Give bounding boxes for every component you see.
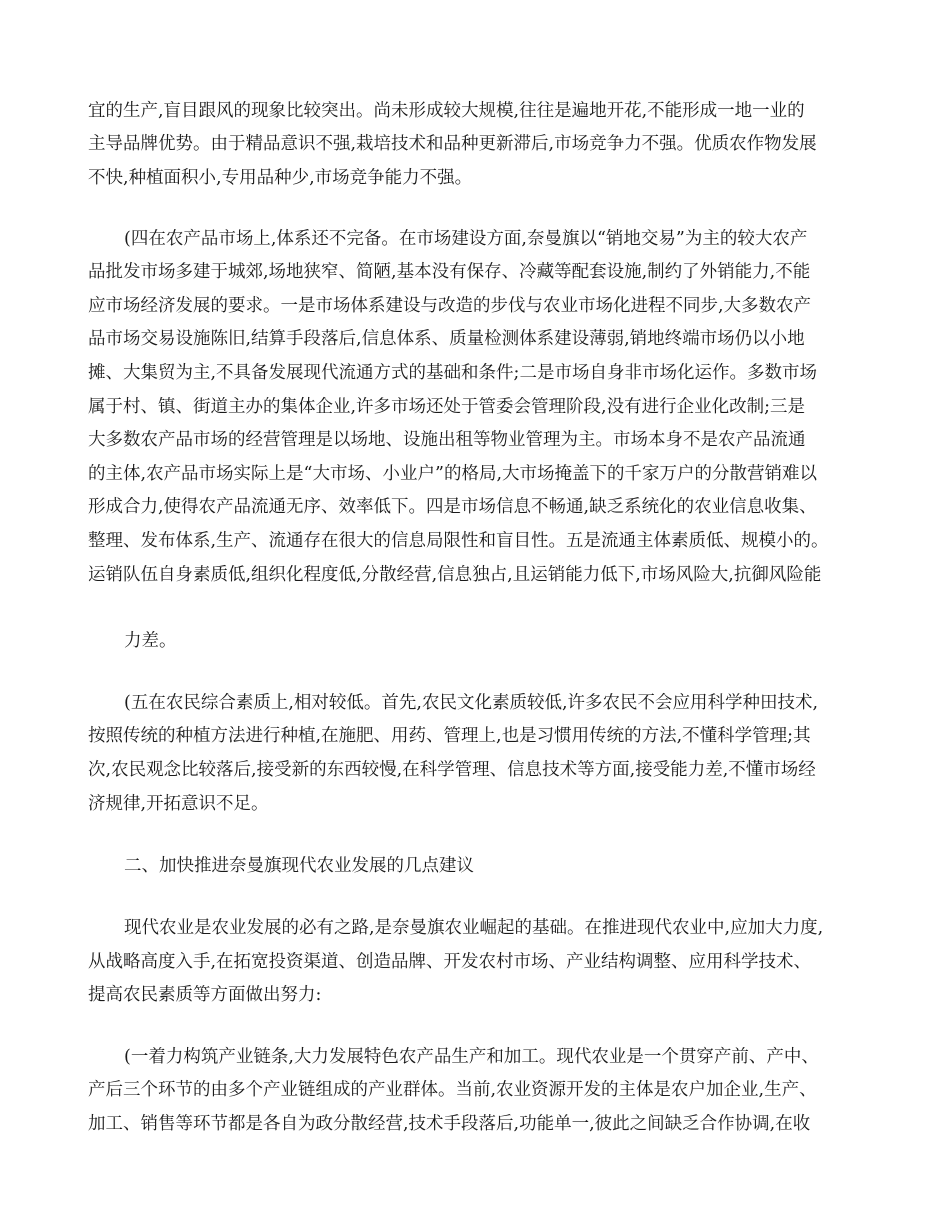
text-line: 按照传统的种植方法进行种植,在施肥、用药、管理上,也是习惯用传统的方法,不懂科学管理;其 bbox=[88, 726, 811, 746]
text-line: 品市场交易设施陈旧,结算手段落后,信息体系、质量检测体系建设薄弱,销地终端市场仍以小地 bbox=[88, 329, 805, 349]
text-line: 的主体,农产品市场实际上是“大市场、小业户”的格局,大市场掩盖下的千家万户的分散营销难以 bbox=[88, 464, 818, 484]
text-line: (五在农民综合素质上,相对较低。首先,农民文化素质较低,许多农民不会应用科学种田技术, bbox=[124, 693, 819, 713]
text-line: 济规律,开拓意识不足。 bbox=[88, 794, 269, 814]
text-line: 整理、发布体系,生产、流通存在很大的信息局限性和盲目性。五是流通主体素质低、规模小的。 bbox=[88, 531, 829, 551]
text-line: 现代农业是农业发展的必有之路,是奈曼旗农业崛起的基础。在推进现代农业中,应加大力度, bbox=[124, 918, 824, 938]
text-line: 摊、大集贸为主,不具备发展现代流通方式的基础和条件;二是市场自身非市场化运作。多数市场 bbox=[88, 363, 817, 383]
text-line: 从战略高度入手,在拓宽投资渠道、创造品牌、开发农村市场、产业结构调整、应用科学技术、 bbox=[88, 952, 812, 972]
text-line: 品批发市场多建于城郊,场地狭窄、简陋,基本没有保存、冷藏等配套设施,制约了外销能力,不能 bbox=[88, 262, 811, 282]
text-line: (四在农产品市场上,体系还不完备。在市场建设方面,奈曼旗以“销地交易”为主的较大农产 bbox=[124, 229, 808, 249]
text-line: 应市场经济发展的要求。一是市场体系建设与改造的步伐与农业市场化进程不同步,大多数农产 bbox=[88, 296, 812, 316]
text-line: 次,农民观念比较落后,接受新的东西较慢,在科学管理、信息技术等方面,接受能力差,不懂市场经 bbox=[88, 760, 816, 780]
text-line: 属于村、镇、街道主办的集体企业,许多市场还处于管委会管理阶段,没有进行企业化改制;三是 bbox=[88, 397, 806, 417]
text-line: 大多数农产品市场的经营管理是以场地、设施出租等物业管理为主。市场本身不是农产品流通 bbox=[88, 430, 806, 450]
text-line: 加工、销售等环节都是各自为政分散经营,技术手段落后,功能单一,彼此之间缺乏合作协调,在收 bbox=[88, 1114, 811, 1134]
text-line: 产后三个环节的由多个产业链组成的产业群体。当前,农业资源开发的主体是农户加企业,生产、 bbox=[88, 1080, 817, 1100]
text-line: 形成合力,使得农产品流通无序、效率低下。四是市场信息不畅通,缺乏系统化的农业信息收集、 bbox=[88, 497, 817, 517]
text-line: 运销队伍自身素质低,组织化程度低,分散经营,信息独占,且运销能力低下,市场风险大,抗御风险能 bbox=[88, 565, 822, 585]
text-line: 提高农民素质等方面做出努力: bbox=[88, 985, 322, 1005]
section-heading: 二、加快推进奈曼旗现代农业发展的几点建议 bbox=[124, 856, 474, 876]
text-line: 不快,种植面积小,专用品种少,市场竞争能力不强。 bbox=[88, 168, 473, 188]
text-line: (一着力构筑产业链条,大力发展特色农产品生产和加工。现代农业是一个贯穿产前、产中、 bbox=[124, 1047, 819, 1067]
text-line: 宜的生产,盲目跟风的现象比较突出。尚未形成较大规模,往往是遍地开花,不能形成一地一业的 bbox=[88, 101, 805, 121]
text-line: 主导品牌优势。由于精品意识不强,栽培技术和品种更新滞后,市场竞争力不强。优质农作物发展 bbox=[88, 134, 817, 154]
text-line: 力差。 bbox=[124, 631, 177, 651]
